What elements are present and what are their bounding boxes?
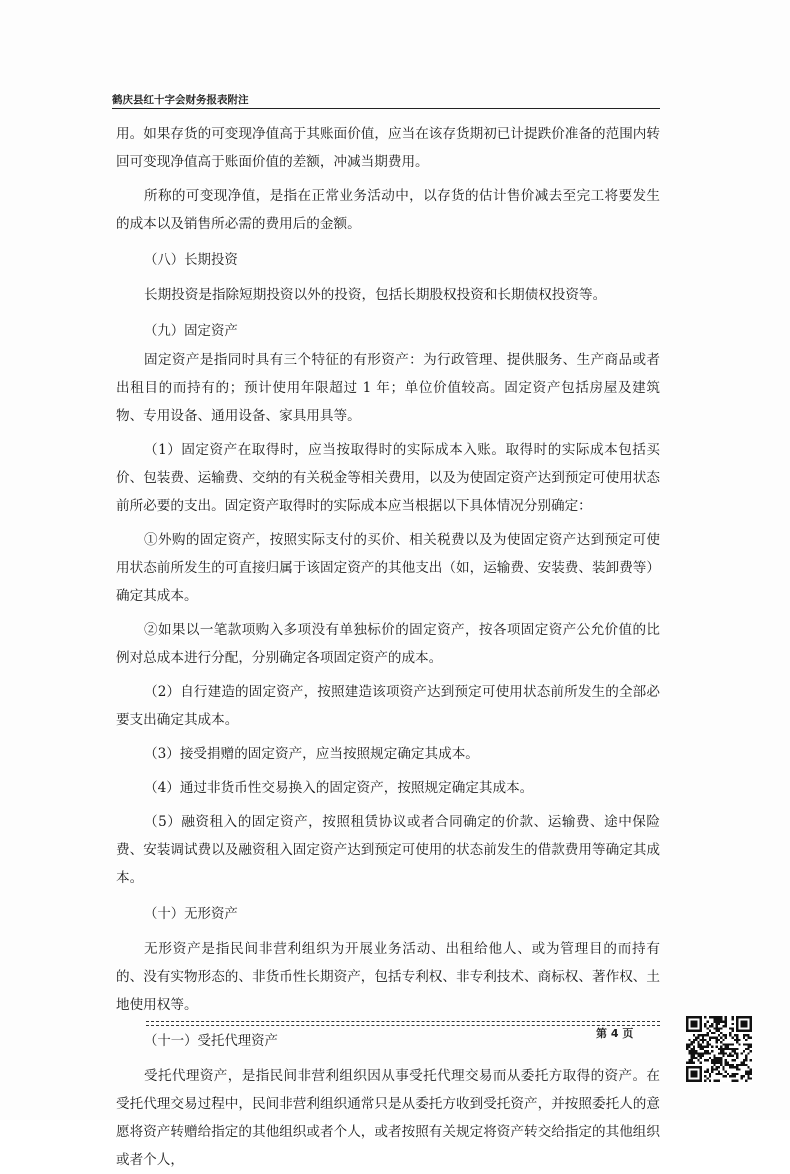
paragraph-bundled-purchase: ②如果以一笔款项购入多项没有单独标价的固定资产，按各项固定资产公允价值的比例对总成本进行分配，分别确定各项固定资产的成本。 [116, 622, 660, 666]
section-heading-long-term-investment: （八）长期投资 [144, 253, 238, 268]
page-header-title: 鹤庆县红十字会财务报表附注 [112, 94, 249, 106]
section-heading-fixed-assets: （九）固定资产 [144, 324, 238, 339]
paragraph-fixed-assets-definition: 固定资产是指同时具有三个特征的有形资产：为行政管理、提供服务、生产商品或者出租目的而持有的；预计使用年限超过 1 年；单位价值较高。固定资产包括房屋及建筑物、专用设备、通用设备、家具用具等。 [116, 352, 660, 424]
section-heading-entrusted-assets: （十一）受托代理资产 [144, 1034, 278, 1049]
section-heading-intangible-assets: （十）无形资产 [144, 907, 238, 922]
page-number: 第 4 页 [596, 1027, 634, 1040]
document-body [116, 120, 660, 1174]
footer-rule [146, 1021, 660, 1026]
paragraph-self-built-assets: （2）自行建造的固定资产，按照建造该项资产达到预定可使用状态前所发生的全部必要支出确定其成本。 [116, 684, 660, 728]
qr-code-icon [686, 1016, 752, 1082]
paragraph-net-realizable-value: 所称的可变现净值，是指在正常业务活动中，以存货的估计售价减去至完工将要发生的成本以及销售所必需的费用后的金额。 [116, 188, 660, 232]
paragraph-intangible-assets: 无形资产是指民间非营利组织为开展业务活动、出租给他人、或为管理目的而持有的、没有实物形态的、非货币性长期资产，包括专利权、非专利技术、商标权、著作权、土地使用权等。 [116, 941, 660, 1013]
header-rule [112, 108, 660, 109]
paragraph-non-monetary-exchange: （4）通过非货币性交易换入的固定资产，按照规定确定其成本。 [144, 780, 534, 796]
paragraph-purchased-assets: ①外购的固定资产，按照实际支付的买价、相关税费以及为使固定资产达到预定可使用状态前所发生的可直接归属于该固定资产的其他支出（如，运输费、安装费、装卸费等）确定其成本。 [116, 532, 660, 604]
paragraph-entrusted-assets: 受托代理资产，是指民间非营利组织因从事受托代理交易而从委托方取得的资产。在受托代理交易过程中，民间非营利组织通常只是从委托方收到受托资产，并按照委托人的意愿将资产转赠给指定的其他组织或者个人，或者按照有关规定将资产转交给指定的其他组织或者个人， [116, 1068, 660, 1168]
paragraph-fixed-assets-cost: （1）固定资产在取得时，应当按取得时的实际成本入账。取得时的实际成本包括买价、包装费、运输费、交纳的有关税金等相关费用，以及为使固定资产达到预定可使用状态前所必要的支出。固定资产取得时的实际成本应当根据以下具体情况分别确定： [116, 442, 660, 514]
paragraph-donated-assets: （3）接受捐赠的固定资产，应当按照规定确定其成本。 [144, 746, 479, 762]
paragraph-inventory-reversal: 用。如果存货的可变现净值高于其账面价值，应当在该存货期初已计提跌价准备的范围内转回可变现净值高于账面价值的差额，冲减当期费用。 [116, 126, 660, 170]
paragraph-long-term-investment: 长期投资是指除短期投资以外的投资，包括长期股权投资和长期债权投资等。 [144, 287, 607, 303]
paragraph-finance-lease: （5）融资租入的固定资产，按照租赁协议或者合同确定的价款、运输费、途中保险费、安装调试费以及融资租入固定资产达到预定可使用的状态前发生的借款费用等确定其成本。 [116, 814, 660, 886]
